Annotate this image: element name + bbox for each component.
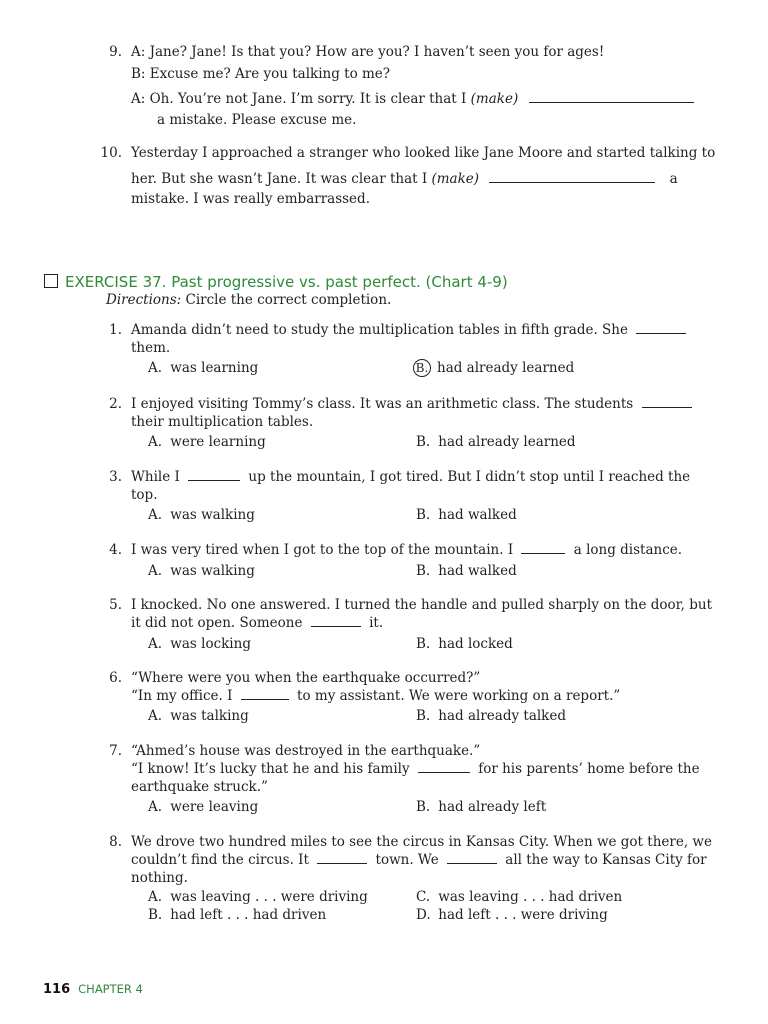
item-text [131,614,383,632]
option-text: had already learned [437,360,575,376]
option-a[interactable] [148,888,368,906]
option-b[interactable] [416,433,576,451]
option-letter: B. [148,907,163,923]
answer-blank[interactable] [311,614,361,627]
directions-text: Circle the correct completion. [185,292,392,308]
item-text-part: town. We [375,852,439,868]
option-letter: A. [148,889,163,905]
checkbox-icon [44,274,58,288]
dialogue-line: a mistake. Please excuse me. [157,112,357,128]
verb-hint: (make) [470,91,519,107]
item-text [131,541,682,559]
item-text [131,851,707,869]
item-text-part: all the way to Kansas City for [505,852,707,868]
option-b[interactable] [416,798,546,816]
exercise-title [44,273,508,291]
option-text: was walking [170,563,255,579]
option-text: was leaving . . . were driving [170,889,368,905]
question-number: 10. [100,145,122,161]
item-text-part: “In my office. I [131,688,233,704]
item-text [131,468,690,486]
option-a[interactable] [148,635,251,653]
item-number: 4. [109,542,122,558]
answer-blank[interactable] [418,760,470,773]
item-text: I knocked. No one answered. I turned the handle and pulled sharply on the door, but [131,597,712,613]
option-d[interactable] [416,906,608,924]
answer-blank[interactable] [241,687,289,700]
option-b[interactable] [148,906,326,924]
item-text: nothing. [131,870,188,886]
item-text-part: a long distance. [573,542,683,558]
option-text: had already talked [438,708,566,724]
item-text-part: couldn’t find the circus. It [131,852,309,868]
item-number: 3. [109,469,122,485]
option-a[interactable] [148,707,249,725]
item-text: top. [131,487,158,503]
directions [106,292,391,308]
option-letter: A. [148,636,163,652]
chapter-label: CHAPTER 4 [78,982,143,996]
item-text [131,760,700,778]
option-a[interactable] [148,433,266,451]
answer-blank[interactable] [642,395,692,408]
item-number: 5. [109,597,122,613]
item-text: “Where were you when the earthquake occurred?” [131,670,481,686]
question-text [131,170,678,188]
answer-blank[interactable] [529,90,694,103]
item-text: We drove two hundred miles to see the circus in Kansas City. When we got there, we [131,834,712,850]
option-b-selected[interactable] [413,359,574,377]
verb-hint: (make) [431,171,480,187]
item-text-part: to my assistant. We were working on a report.” [297,688,621,704]
option-b[interactable] [416,707,566,725]
item-text [131,321,686,339]
option-letter: A. [148,563,163,579]
answer-blank[interactable] [447,851,497,864]
item-text-part: “I know! It’s lucky that he and his family [131,761,410,777]
option-text: had already learned [438,434,576,450]
circled-answer-icon: B. [413,359,431,377]
item-text: “Ahmed’s house was destroyed in the earthquake.” [131,743,481,759]
dialogue-text: A: Oh. You’re not Jane. I’m sorry. It is clear that I [131,91,467,107]
question-text-part: her. But she wasn’t Jane. It was clear that I [131,171,428,187]
option-b[interactable] [416,506,517,524]
option-letter: B. [416,799,431,815]
item-text: earthquake struck.” [131,779,268,795]
item-text-part: it. [369,615,384,631]
option-letter: A. [148,434,163,450]
option-a[interactable] [148,359,258,377]
option-c[interactable] [416,888,622,906]
item-number: 7. [109,743,122,759]
exercise-title-text: EXERCISE 37. Past progressive vs. past perfect. (Chart 4-9) [65,273,508,291]
answer-blank[interactable] [636,321,686,334]
option-letter: A. [148,799,163,815]
item-number: 2. [109,396,122,412]
option-text: had walked [438,507,517,523]
item-text-part: for his parents’ home before the [478,761,700,777]
option-text: had walked [438,563,517,579]
option-text: had left . . . were driving [438,907,608,923]
option-text: was leaving . . . had driven [438,889,623,905]
dialogue-line: A: Jane? Jane! Is that you? How are you? I haven’t seen you for ages! [131,44,605,60]
option-text: was locking [170,636,251,652]
option-a[interactable] [148,506,255,524]
option-text: had left . . . had driven [170,907,327,923]
option-text: was walking [170,507,255,523]
item-text-part: Amanda didn’t need to study the multiplication tables in fifth grade. She [131,322,628,338]
item-text-part: it did not open. Someone [131,615,303,631]
item-text: them. [131,340,171,356]
option-text: was talking [170,708,249,724]
option-letter: C. [416,889,431,905]
option-letter: D. [416,907,431,923]
page-footer [43,982,143,997]
question-text: Yesterday I approached a stranger who looked like Jane Moore and started talking to [131,145,716,161]
option-letter: A. [148,360,163,376]
item-text [131,687,620,705]
option-a[interactable] [148,798,258,816]
answer-blank[interactable] [188,468,240,481]
option-letter: B. [416,708,431,724]
option-letter: B. [416,636,431,652]
item-text [131,395,692,413]
option-b[interactable] [416,562,517,580]
item-number: 1. [109,322,122,338]
option-text: were learning [170,434,266,450]
item-text-part: I was very tired when I got to the top of the mountain. I [131,542,514,558]
dialogue-line: B: Excuse me? Are you talking to me? [131,66,391,82]
answer-blank[interactable] [521,541,565,554]
item-text-part: While I [131,469,180,485]
item-number: 8. [109,834,122,850]
option-text: were leaving [170,799,259,815]
answer-blank[interactable] [489,170,655,183]
option-b[interactable] [416,635,513,653]
question-text: mistake. I was really embarrassed. [131,191,370,207]
option-text: had locked [438,636,513,652]
dialogue-line [131,90,694,108]
question-number: 9. [109,44,122,60]
option-letter: B. [416,507,431,523]
option-text: had already left [438,799,547,815]
item-text: their multiplication tables. [131,414,314,430]
item-text-part: up the mountain, I got tired. But I didn’t stop until I reached the [248,469,691,485]
question-text-part: a [669,171,678,187]
option-letter: A. [148,708,163,724]
option-letter: B. [416,434,431,450]
answer-blank[interactable] [317,851,367,864]
option-letter: B. [416,563,431,579]
option-a[interactable] [148,562,255,580]
item-number: 6. [109,670,122,686]
option-text: was learning [170,360,259,376]
item-text-part: I enjoyed visiting Tommy’s class. It was an arithmetic class. The students [131,396,634,412]
directions-label: Directions: [106,292,182,308]
option-letter: A. [148,507,163,523]
page-number: 116 [43,982,71,997]
